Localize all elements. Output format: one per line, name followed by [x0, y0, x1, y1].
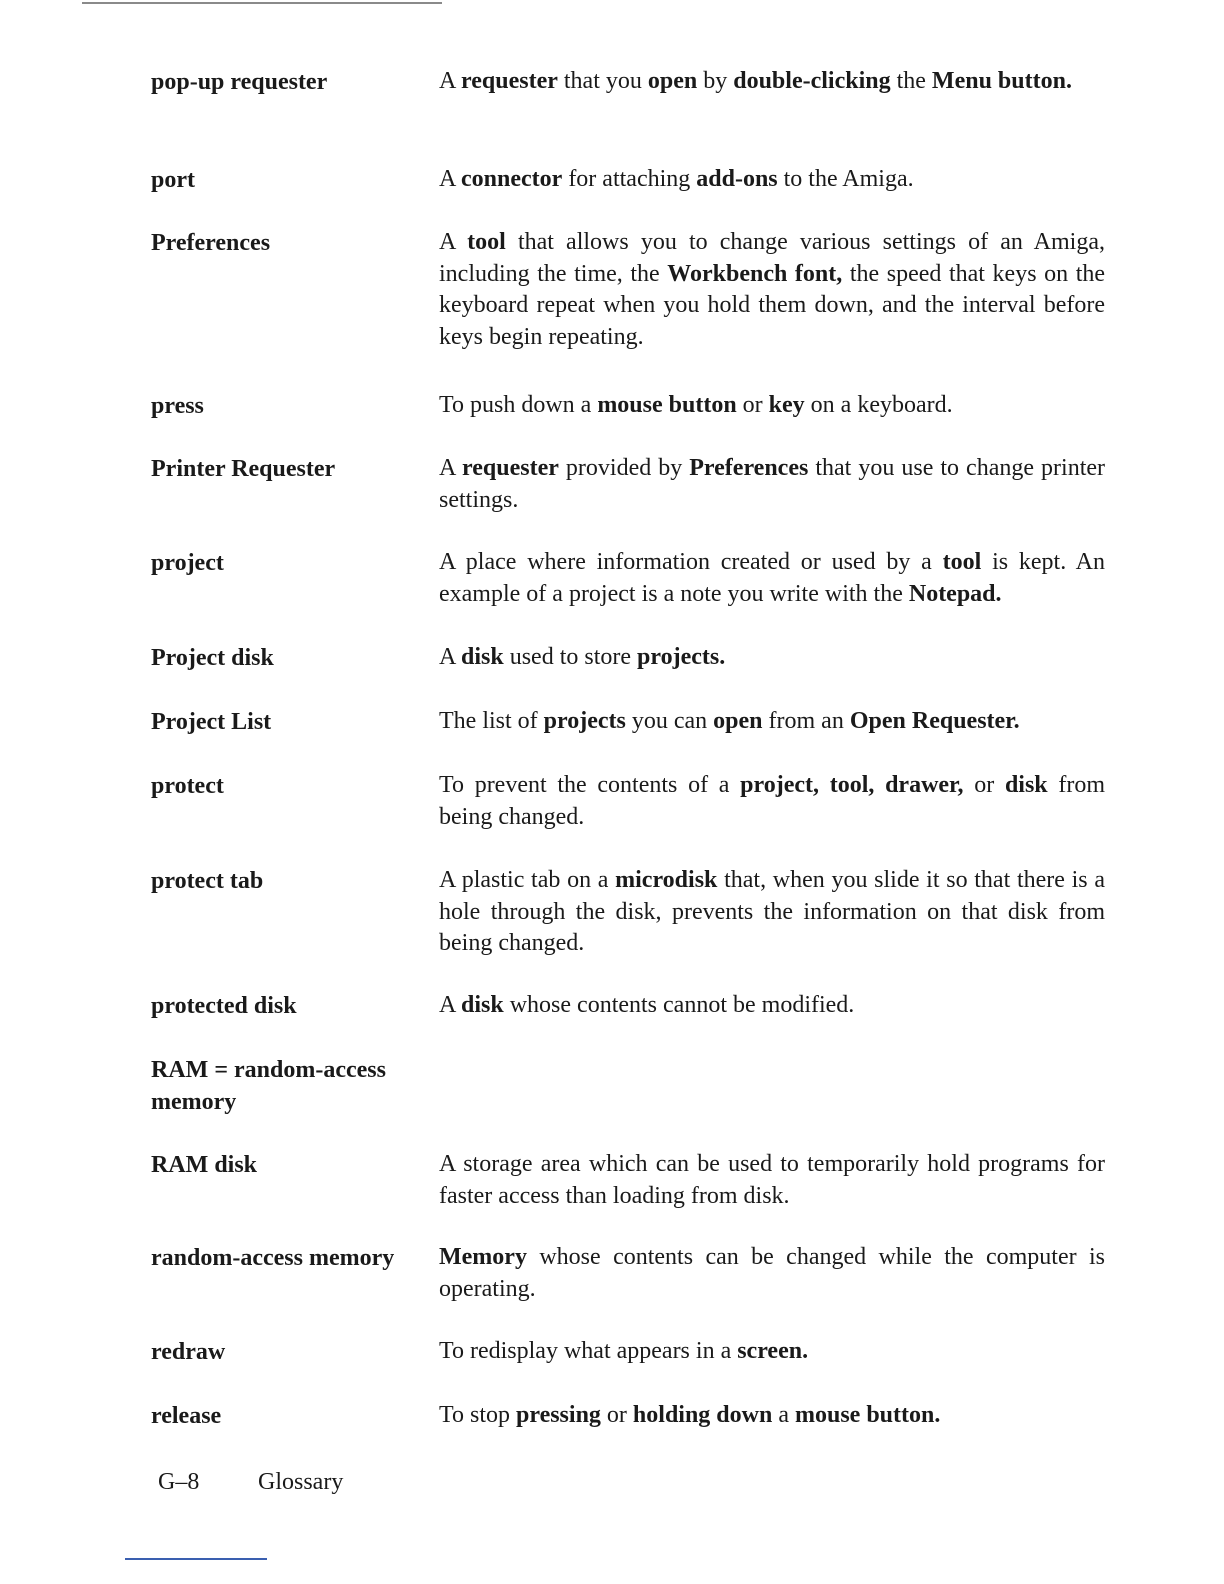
definition-text: The list of [439, 708, 544, 734]
glossary-definition [439, 547, 1105, 610]
definition-text: that you [557, 68, 648, 94]
definition-text: To prevent the contents of a [439, 772, 741, 798]
glossary-term: press [151, 393, 204, 419]
definition-text: A [439, 166, 462, 192]
definition-text: that allows you to change various settings of an Amiga, including the time, the [439, 229, 1105, 287]
glossary-definition [439, 990, 1105, 1022]
glossary-term: port [151, 167, 195, 193]
glossary-term: Printer Requester [151, 456, 336, 482]
definition-text: A [439, 229, 468, 255]
glossary-definition [439, 1400, 1105, 1432]
glossary-definition [439, 1242, 1105, 1305]
glossary-term: pop-up requester [151, 69, 328, 95]
glossary-term: protect [151, 773, 224, 799]
glossary-definition [439, 227, 1105, 353]
definition-bold-term: disk [461, 992, 504, 1018]
definition-text: or [600, 1402, 633, 1428]
definition-bold-term: projects [543, 708, 626, 734]
glossary-term: release [151, 1403, 222, 1429]
definition-bold-term: open [647, 68, 698, 94]
glossary-definition [439, 66, 1105, 98]
definition-text: To push down a [439, 392, 598, 418]
definition-bold-term: holding down [632, 1402, 773, 1428]
top-rule [82, 2, 442, 4]
glossary-definition [439, 1336, 1105, 1368]
page-number: G–8 [158, 1469, 200, 1495]
definition-text: or [963, 772, 1005, 798]
section-title: Glossary [258, 1469, 344, 1495]
definition-bold-term: Preferences [689, 455, 809, 481]
glossary-term: Project disk [151, 645, 274, 671]
definition-bold-term: key [768, 392, 805, 418]
definition-text: A [439, 68, 462, 94]
definition-bold-term: pressing [516, 1402, 601, 1428]
definition-bold-term: Open Requester. [849, 708, 1020, 734]
definition-bold-term: tool [467, 229, 506, 255]
definition-bold-term: mouse button. [794, 1402, 941, 1428]
definition-text: whose contents cannot be modified. [503, 992, 855, 1018]
definition-bold-term: add-ons [696, 166, 778, 192]
definition-text: To redisplay what appears in a [439, 1338, 738, 1364]
glossary-definition [439, 453, 1105, 516]
definition-bold-term: connector [461, 166, 563, 192]
definition-text: or [736, 392, 769, 418]
definition-bold-term: microdisk [615, 867, 718, 893]
definition-text: A place where information created or used by a [439, 549, 943, 575]
definition-bold-term: project, tool, drawer, [740, 772, 964, 798]
definition-text: that you use to change printer settings. [439, 455, 1106, 513]
definition-text: A storage area which can be used to temporarily hold programs for faster access than loading from disk. [439, 1151, 1105, 1209]
definition-text: A plastic tab on a [439, 867, 616, 893]
definition-text: on a keyboard. [804, 392, 953, 418]
definition-text: A [439, 992, 462, 1018]
definition-bold-term: screen. [737, 1338, 809, 1364]
definition-text: from an [762, 708, 850, 734]
glossary-term: Project List [151, 709, 272, 735]
glossary-definition [439, 642, 1105, 674]
definition-text: the [890, 68, 932, 94]
definition-text: provided by [558, 455, 690, 481]
definition-bold-term: disk [1004, 772, 1048, 798]
glossary-term: RAM = random-access memory [151, 1057, 386, 1115]
glossary-definition [439, 1149, 1105, 1212]
definition-bold-term: disk [461, 644, 504, 670]
definition-text: by [697, 68, 734, 94]
definition-bold-term: double-clicking [733, 68, 891, 94]
glossary-definition [439, 706, 1105, 738]
definition-text: is kept. An example of a project is a note you write with the [439, 549, 1105, 607]
glossary-term: random-access memory [151, 1245, 395, 1271]
definition-bold-term: Workbench font, [667, 260, 843, 287]
glossary-definition [439, 164, 1105, 196]
definition-text: to the Amiga. [777, 166, 914, 192]
glossary-definition [439, 770, 1105, 833]
definition-bold-term: Menu button. [931, 68, 1072, 94]
glossary-term: RAM disk [151, 1152, 258, 1178]
definition-text: the speed that keys on the keyboard repeat when you hold them down, and the interval before keys begin repeating. [439, 260, 1106, 350]
definition-bold-term: open [713, 708, 763, 734]
definition-bold-term: tool [942, 549, 982, 575]
definition-text: from being changed. [439, 772, 1106, 830]
definition-bold-term: requester [461, 68, 558, 94]
definition-text: A [439, 644, 462, 670]
glossary-definition [439, 865, 1105, 960]
definition-text: a [772, 1402, 795, 1428]
glossary-term: protect tab [151, 868, 264, 894]
definition-text: used to store [503, 644, 638, 670]
page-footer [158, 1466, 343, 1498]
definition-text: To stop [439, 1402, 516, 1428]
definition-text: that, when you slide it so that there is a hole through the disk, prevents the information on that disk from being changed. [439, 867, 1105, 956]
bottom-rule [125, 1558, 267, 1560]
definition-bold-term: Memory [439, 1244, 527, 1270]
definition-text: A [439, 455, 463, 481]
definition-bold-term: projects. [637, 644, 726, 670]
definition-bold-term: requester [462, 455, 559, 481]
definition-bold-term: mouse button [597, 392, 737, 418]
glossary-term: Preferences [151, 230, 271, 256]
definition-text: you can [625, 708, 714, 734]
glossary-term: protected disk [151, 993, 297, 1019]
glossary-term: redraw [151, 1339, 226, 1365]
glossary-definition [439, 390, 1105, 422]
definition-text: whose contents can be changed while the computer is operating. [439, 1244, 1105, 1302]
definition-text: for attaching [562, 166, 697, 192]
glossary-term: project [151, 550, 224, 576]
definition-bold-term: Notepad. [908, 580, 1002, 607]
